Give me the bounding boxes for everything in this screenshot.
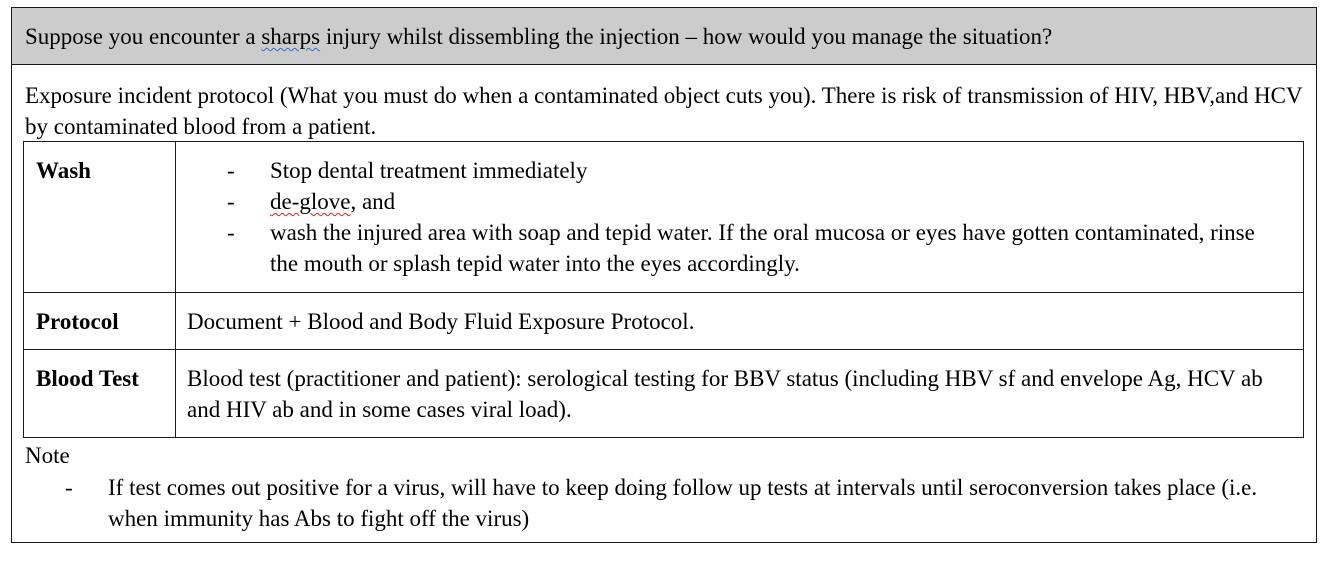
note-heading: Note — [25, 443, 70, 468]
wash-label: Wash — [36, 158, 91, 183]
note-list — [25, 472, 1305, 534]
list-item — [187, 217, 1287, 279]
protocol-table — [23, 141, 1304, 438]
bullet-dash: - — [227, 220, 235, 245]
wash-step-text: Stop dental treatment immediately — [270, 158, 588, 183]
blood-test-text: Blood test (practitioner and patient): serological testing for BBV status (including HBV sf and envelope Ag, HCV ab and HIV ab and in some cases viral load). — [187, 366, 1263, 422]
wash-step-text: wash the injured area with soap and tepid water. If the oral mucosa or eyes have gotten contaminated, rinse the mouth or splash tepid water into the eyes accordingly. — [270, 220, 1255, 276]
wash-content — [187, 155, 1287, 279]
flagged-word-sharps[interactable]: sharps — [261, 24, 321, 49]
bullet-dash: - — [65, 475, 73, 500]
question-text-start: Suppose you encounter a — [25, 24, 262, 49]
row-divider — [24, 349, 1303, 350]
wash-steps-list — [187, 155, 1287, 279]
flagged-word-de-glove[interactable]: de-glove — [270, 189, 351, 214]
row-divider — [24, 292, 1303, 293]
question-header — [12, 8, 1316, 65]
note-item-text: If test comes out positive for a virus, will have to keep doing follow up tests at intervals until seroconversion takes place (i.e. when immunity has Abs to fight off the virus) — [108, 475, 1258, 531]
list-item — [187, 186, 1287, 217]
bullet-dash: - — [227, 158, 235, 183]
list-item — [187, 155, 1287, 186]
document-table — [11, 7, 1317, 543]
protocol-text: Document + Blood and Body Fluid Exposure Protocol. — [187, 309, 695, 334]
protocol-label: Protocol — [36, 309, 119, 334]
bullet-dash: - — [227, 189, 235, 214]
column-divider — [175, 142, 176, 437]
question-text-end: injury whilst dissembling the injection – how would you manage the situation? — [320, 24, 1053, 49]
list-item — [25, 472, 1305, 534]
blood-test-label: Blood Test — [36, 366, 139, 391]
intro-paragraph: Exposure incident protocol (What you must do when a contaminated object cuts you). There is risk of transmission of HIV, HBV,and HCV by contaminated blood from a patient. — [25, 83, 1303, 139]
wash-step-text: , and — [350, 189, 396, 214]
